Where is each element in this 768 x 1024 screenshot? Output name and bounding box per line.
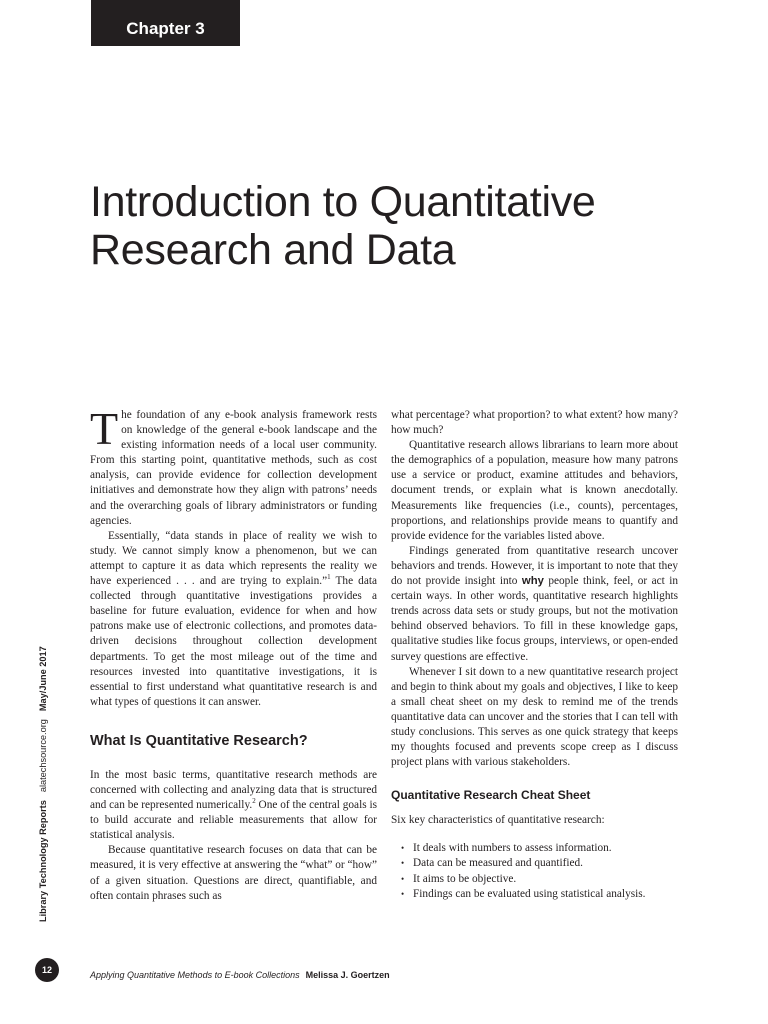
emphasis-text: why	[521, 575, 544, 588]
paragraph	[90, 529, 377, 710]
list-item: • It aims to be objective.	[391, 872, 678, 887]
cheat-sheet-list	[391, 841, 678, 901]
issue-date: May/June 2017	[38, 646, 48, 712]
paragraph: Quantitative research allows librarians to learn more about the demographics of a population, measure how many patrons use a service or product, examine attitudes and behaviors, document trends, or explain what is known anecdotally. Measurements like frequencies (i.e., counts), percentages, proportions, and relationships provide means to quantify and provide evidence for the variables listed above.	[391, 439, 678, 542]
paragraph: Whenever I sit down to a new quantitative research project and begin to think about my goals and objectives, I like to keep a small cheat sheet on my desk to remind me of the trends quantitative data can uncover and the stories that I can tell with study conclusions. This serves as one quick strategy that keeps my thoughts focused and prevents scope creep as I discuss project plans with various stakeholders.	[391, 665, 678, 769]
paragraph-text: The data collected through quantitative investigations provides a baseline for future evaluation, evidence for when and how patrons make use of electronic collections, and promotes data-driven decisions throughout collection development departments. To get the most mileage out of the time and resources invested into quantitative investigations, it is essential to first understand what quantitative research is and what types of questions it can answer.	[90, 575, 377, 708]
footer	[90, 970, 390, 980]
cheat-sheet-intro: Six key characteristics of quantitative research:	[391, 814, 605, 827]
right-column	[391, 408, 678, 902]
paragraph-text: Findings generated from quantitative research uncover behaviors and trends. However, it is important to note that they do not provide insight into	[391, 544, 678, 588]
paragraph-text: people think, feel, or act in certain ways. In other words, quantitative research highlights trends across data sets or study groups, but not the motivation behind observed behaviors. To fill in these knowledge gaps, qualitative studies like focus groups, interviews, or open-ended survey questions are effective.	[391, 575, 678, 663]
paragraph-text: In the most basic terms, quantitative research methods are concerned with collecting and analyzing data that is structured and can be represented numerically.	[90, 768, 377, 812]
paragraph: what percentage? what proportion? to what extent? how many? how much?	[391, 409, 678, 437]
paragraph	[90, 403, 377, 529]
paragraph	[391, 544, 678, 665]
paragraph-text: he foundation of any e-book analysis framework rests on knowledge of the general e-book landscape and the existing information needs of a local user community. From this starting point, quantitative methods, such as cost analysis, can provide evidence for collection development initiatives and demonstrate how they align with patrons’ needs and the overarching goals of library administrators or funding agencies.	[90, 409, 377, 527]
footer-book-title: Applying Quantitative Methods to E-book Collections	[90, 970, 300, 980]
page-title	[90, 178, 710, 274]
section-heading: What Is Quantitative Research?	[90, 732, 308, 749]
chapter-label: Chapter 3	[91, 0, 240, 46]
cheat-sheet-heading: Quantitative Research Cheat Sheet	[391, 788, 591, 803]
journal-name: Library Technology Reports	[38, 800, 48, 922]
drop-cap: T	[90, 403, 119, 454]
website-link[interactable]: alatechsource.org	[38, 719, 48, 793]
footer-author: Melissa J. Goertzen	[305, 970, 390, 980]
paragraph	[90, 768, 377, 843]
left-column	[90, 403, 377, 904]
paragraph-text: One of the central goals is to build accurate and reliable measurements that allow for statistical analysis.	[90, 799, 377, 842]
page-title-line-2: Research and Data	[90, 226, 456, 274]
paragraph-text: Essentially, “data stands in place of reality we wish to study. We cannot simply know a phenomenon, but we can attempt to capture it as data which represents the reality we have experienced . . . and are trying to explain.”	[90, 529, 377, 588]
page-number: 12	[35, 958, 59, 982]
list-item: • Findings can be evaluated using statistical analysis.	[391, 887, 678, 902]
vertical-running-head	[38, 646, 48, 922]
footnote-ref[interactable]: 2	[252, 797, 256, 806]
list-item: • Data can be measured and quantified.	[391, 856, 678, 871]
list-item: • It deals with numbers to assess information.	[391, 841, 678, 856]
page-title-line-1: Introduction to Quantitative	[90, 178, 596, 226]
footnote-ref[interactable]: 1	[327, 573, 331, 582]
paragraph: Because quantitative research focuses on data that can be measured, it is very effective at answering the “what” or “how” of a given situation. Questions are direct, quantifiable, and often contain phrases such as	[90, 844, 377, 902]
